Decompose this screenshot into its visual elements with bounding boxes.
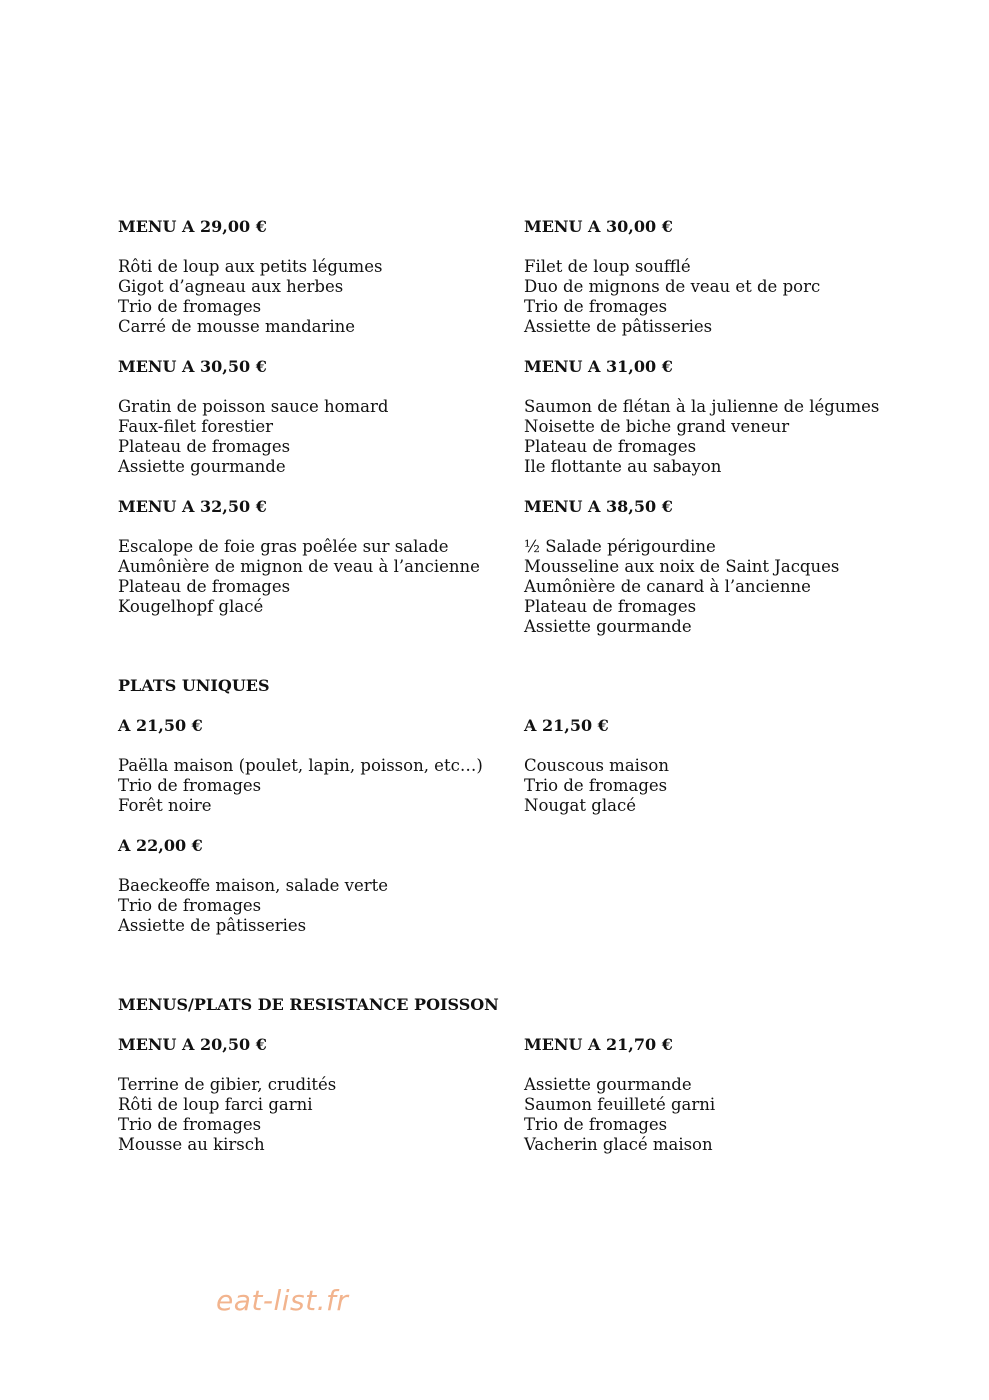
- menu-item: Filet de loup soufflé: [524, 257, 691, 276]
- menu-title: MENU A 30,50 €: [118, 357, 267, 376]
- menu-block-30-50: [118, 357, 388, 477]
- menu-items: [118, 876, 388, 936]
- menu-title: MENU A 30,00 €: [524, 217, 673, 236]
- menu-item: Plateau de fromages: [118, 577, 291, 596]
- menu-title: MENU A 38,50 €: [524, 497, 673, 516]
- menu-item: Mousseline aux noix de Saint Jacques: [524, 557, 840, 576]
- menu-item: Plateau de fromages: [524, 597, 697, 616]
- menu-item: Gratin de poisson sauce homard: [118, 397, 389, 416]
- menu-item: Kougelhopf glacé: [118, 597, 264, 616]
- watermark-text: eat-list.fr: [216, 1284, 349, 1317]
- menu-items: [524, 397, 879, 477]
- menu-items: [524, 257, 820, 337]
- menu-item: Gigot d’agneau aux herbes: [118, 277, 344, 296]
- menu-items: [118, 756, 483, 816]
- section-heading-poisson: [118, 995, 499, 1015]
- menu-item: Aumônière de canard à l’ancienne: [524, 577, 811, 596]
- plat-block-21-50-b: [524, 716, 669, 816]
- menu-items: [118, 537, 480, 617]
- menu-item: Noisette de biche grand veneur: [524, 417, 790, 436]
- menu-item: Duo de mignons de veau et de porc: [524, 277, 821, 296]
- menu-block-30: [524, 217, 820, 337]
- menu-item: Faux-filet forestier: [118, 417, 274, 436]
- menu-block-38-50: [524, 497, 839, 637]
- menu-block-21-70: [524, 1035, 715, 1155]
- menu-item: Rôti de loup aux petits légumes: [118, 257, 383, 276]
- menu-item: Trio de fromages: [118, 896, 262, 915]
- menu-block-31: [524, 357, 879, 477]
- menu-title: A 21,50 €: [118, 716, 203, 735]
- section-heading-plats-uniques: [118, 676, 270, 696]
- menu-item: Rôti de loup farci garni: [118, 1095, 313, 1114]
- menu-item: ½ Salade périgourdine: [524, 537, 716, 556]
- menu-item: Aumônière de mignon de veau à l’ancienne: [118, 557, 480, 576]
- menu-item: Trio de fromages: [524, 297, 668, 316]
- menu-item: Terrine de gibier, crudités: [118, 1075, 337, 1094]
- menu-item: Nougat glacé: [524, 796, 636, 815]
- menu-item: Assiette gourmande: [524, 617, 692, 636]
- menu-block-20-50: [118, 1035, 336, 1155]
- menu-item: Trio de fromages: [118, 1115, 262, 1134]
- menu-items: [118, 397, 388, 477]
- menu-item: Forêt noire: [118, 796, 212, 815]
- menu-item: Plateau de fromages: [524, 437, 697, 456]
- menu-title: MENU A 21,70 €: [524, 1035, 673, 1054]
- menu-items: [118, 1075, 336, 1155]
- menu-item: Trio de fromages: [524, 776, 668, 795]
- section-heading: PLATS UNIQUES: [118, 676, 270, 695]
- menu-title: MENU A 29,00 €: [118, 217, 267, 236]
- menu-item: Assiette gourmande: [118, 457, 286, 476]
- menu-items: [524, 756, 669, 816]
- menu-items: [118, 257, 382, 337]
- menu-item: Ile flottante au sabayon: [524, 457, 722, 476]
- menu-item: Vacherin glacé maison: [524, 1135, 713, 1154]
- menu-item: Saumon de flétan à la julienne de légumes: [524, 397, 880, 416]
- menu-items: [524, 537, 839, 637]
- menu-item: Paëlla maison (poulet, lapin, poisson, etc…): [118, 756, 483, 775]
- menu-block-29: [118, 217, 382, 337]
- menu-items: [524, 1075, 715, 1155]
- menu-item: Trio de fromages: [118, 297, 262, 316]
- menu-item: Trio de fromages: [118, 776, 262, 795]
- plat-block-21-50-a: [118, 716, 483, 816]
- menu-title: MENU A 32,50 €: [118, 497, 267, 516]
- menu-item: Assiette gourmande: [524, 1075, 692, 1094]
- menu-block-32-50: [118, 497, 480, 617]
- menu-item: Plateau de fromages: [118, 437, 291, 456]
- menu-title: A 22,00 €: [118, 836, 203, 855]
- plat-block-22: [118, 836, 388, 936]
- menu-item: Saumon feuilleté garni: [524, 1095, 716, 1114]
- menu-item: Carré de mousse mandarine: [118, 317, 356, 336]
- section-heading: MENUS/PLATS DE RESISTANCE POISSON: [118, 995, 499, 1014]
- menu-title: A 21,50 €: [524, 716, 609, 735]
- menu-title: MENU A 20,50 €: [118, 1035, 267, 1054]
- menu-item: Baeckeoffe maison, salade verte: [118, 876, 389, 895]
- menu-item: Assiette de pâtisseries: [524, 317, 713, 336]
- menu-item: Couscous maison: [524, 756, 669, 775]
- menu-item: Assiette de pâtisseries: [118, 916, 307, 935]
- menu-title: MENU A 31,00 €: [524, 357, 673, 376]
- menu-item: Mousse au kirsch: [118, 1135, 265, 1154]
- menu-item: Trio de fromages: [524, 1115, 668, 1134]
- menu-item: Escalope de foie gras poêlée sur salade: [118, 537, 449, 556]
